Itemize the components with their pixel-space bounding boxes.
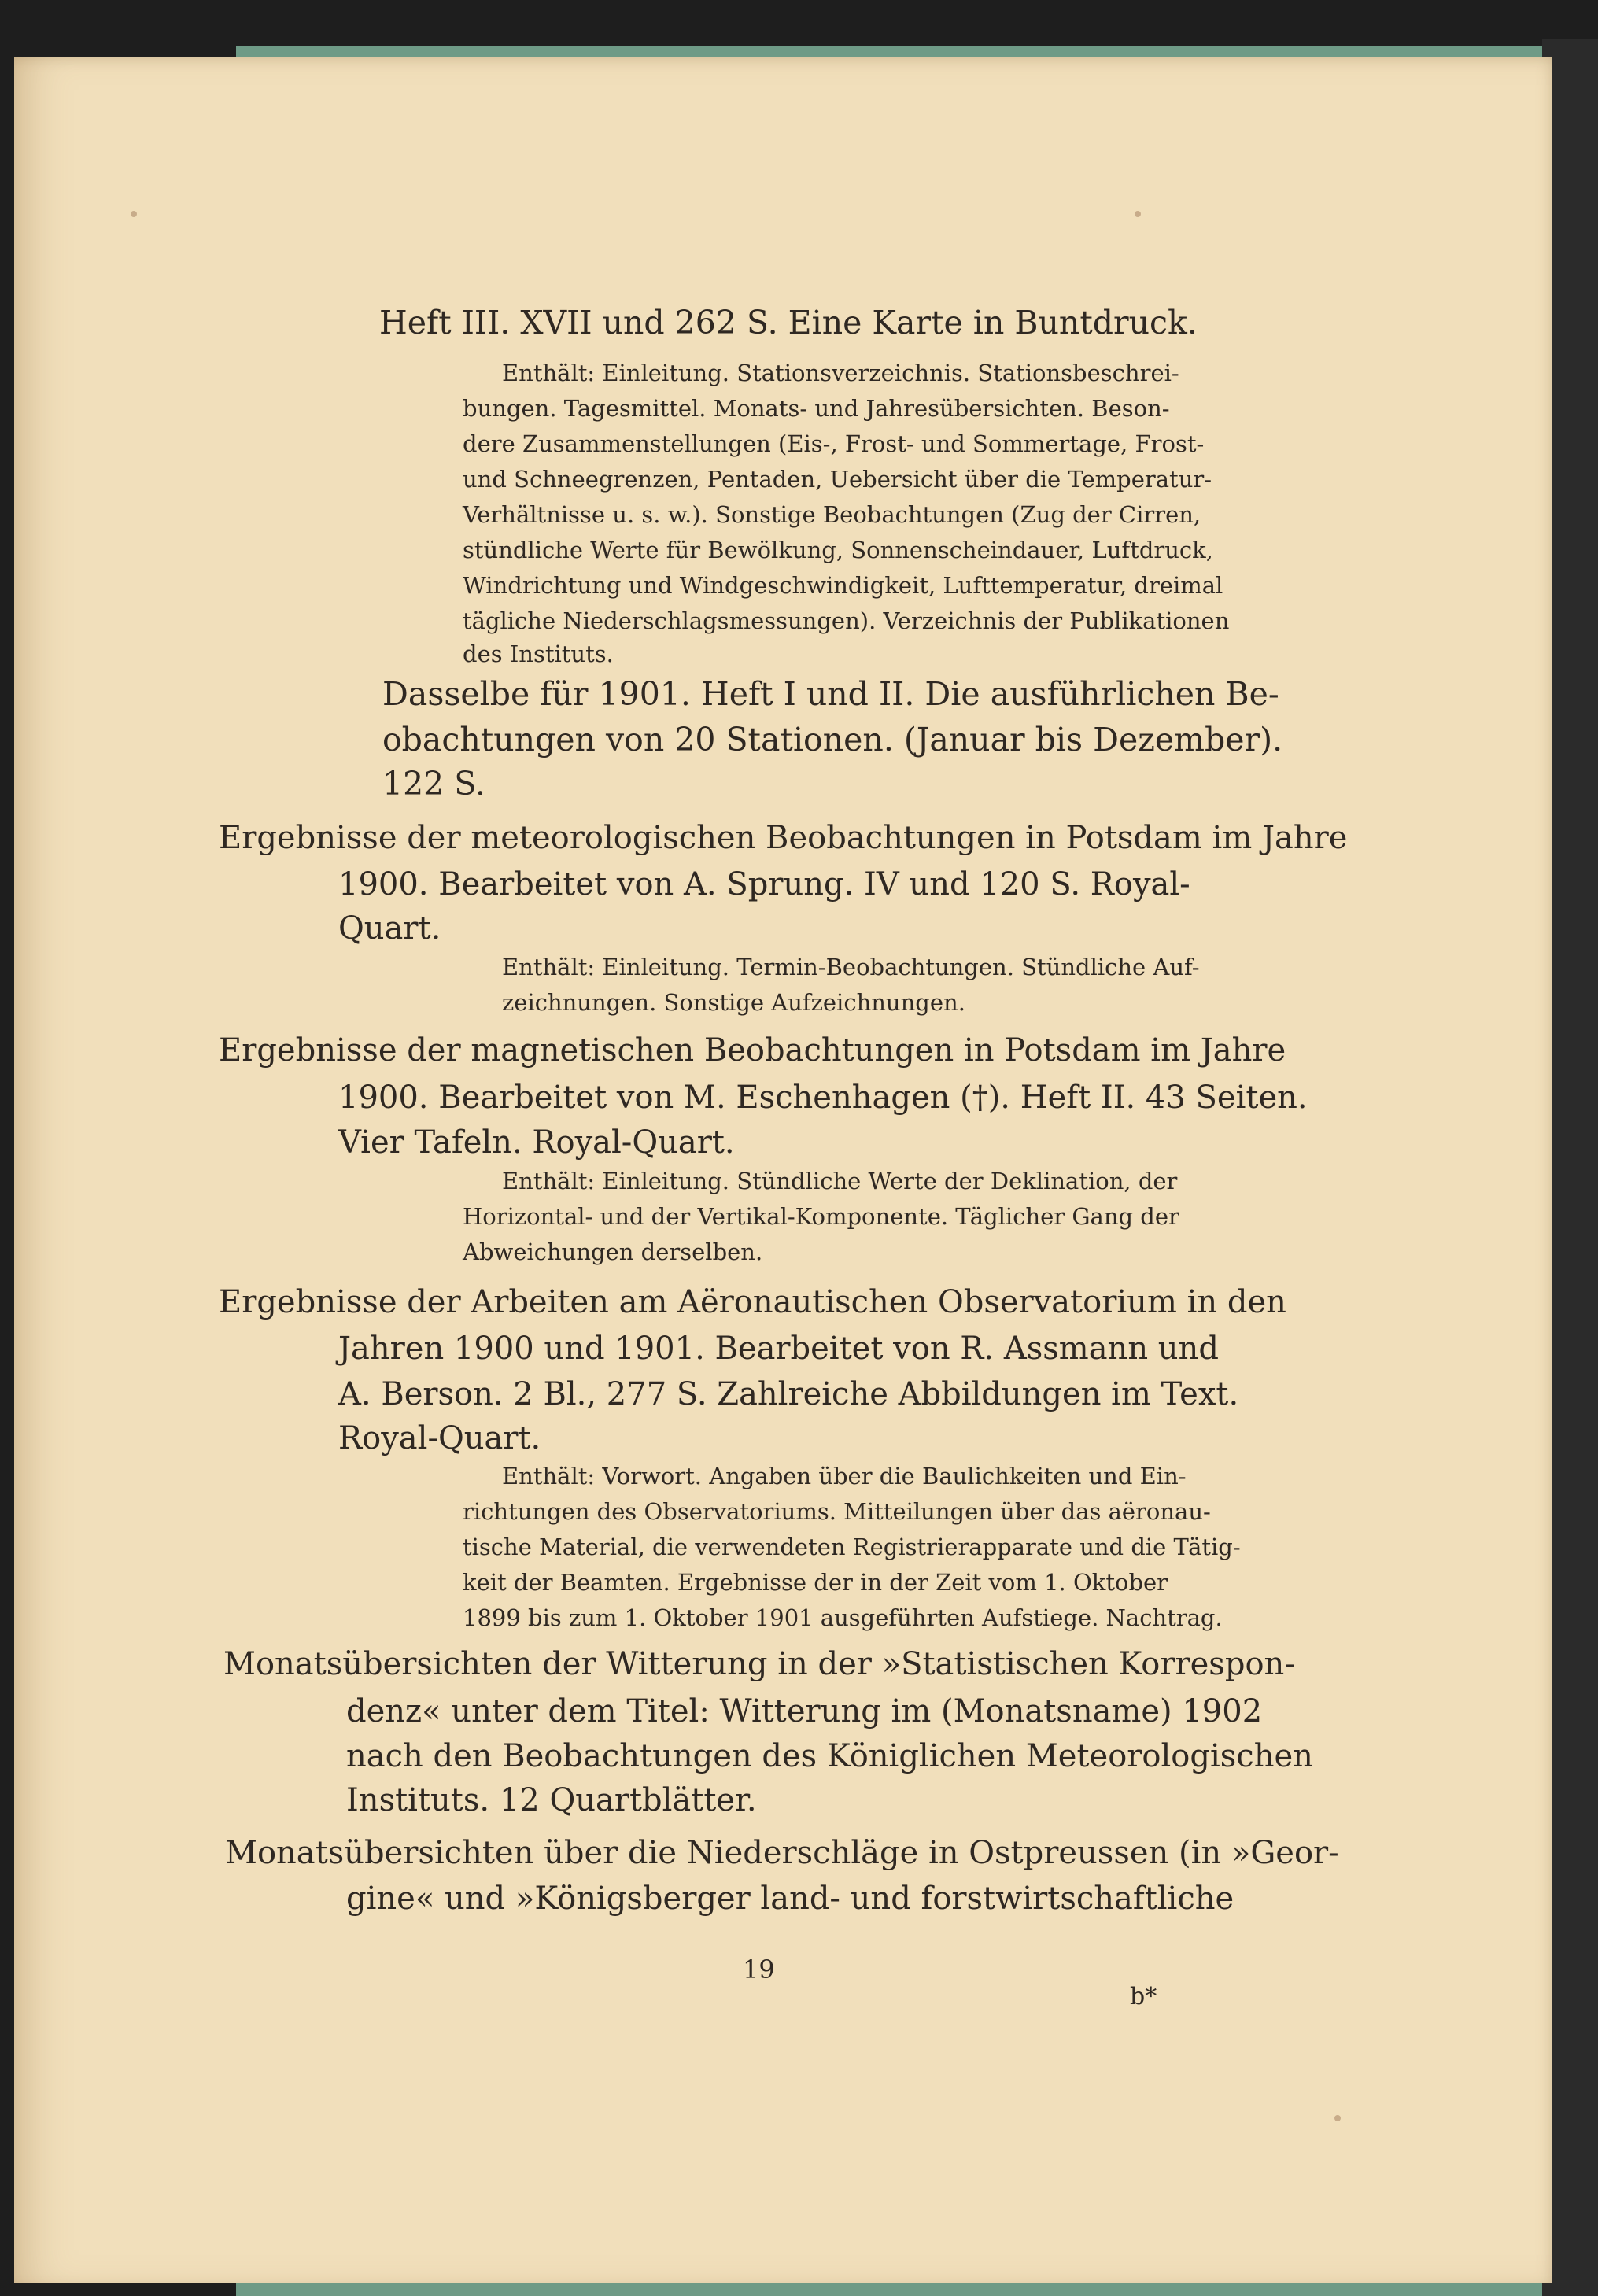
ergebnisse-mag-line: Ergebnisse der magnetischen Beobachtungen in Potsdam im Jahre <box>219 1032 1286 1069</box>
dasselbe-line: 122 S. <box>382 765 485 803</box>
dasselbe-line: Dasselbe für 1901. Heft I und II. Die ausführlichen Be- <box>382 675 1279 713</box>
page-number: 19 <box>743 1955 775 1984</box>
ergebnisse-aero-contents-line: Enthält: Vorwort. Angaben über die Baulichkeiten und Ein- <box>502 1463 1187 1489</box>
monats-niederschlag-line: Monatsübersichten über die Niederschläge in Ostpreussen (in »Geor- <box>225 1835 1339 1871</box>
ergebnisse-aero-contents-line: keit der Beamten. Ergebnisse der in der Zeit vom 1. Oktober <box>463 1569 1168 1596</box>
heft3-contents-line: und Schneegrenzen, Pentaden, Uebersicht über die Temperatur- <box>463 466 1212 493</box>
ergebnisse-aero-line: Jahren 1900 und 1901. Bearbeitet von R. Assmann und <box>338 1331 1219 1367</box>
heft3-contents-line: tägliche Niederschlagsmessungen). Verzeichnis der Publikationen <box>463 607 1230 634</box>
monats-niederschlag-line: gine« und »Königsberger land- und forstwirtschaftliche <box>346 1881 1234 1917</box>
heft3-contents-line: Enthält: Einleitung. Stationsverzeichnis. Stationsbeschrei- <box>502 360 1179 386</box>
ergebnisse-aero-contents-line: tische Material, die verwendeten Registrierapparate und die Tätig- <box>463 1534 1241 1560</box>
heft3-contents-line: Windrichtung und Windgeschwindigkeit, Lufttemperatur, dreimal <box>463 572 1223 599</box>
ergebnisse-mag-contents-line: Horizontal- und der Vertikal-Komponente. Täglicher Gang der <box>463 1203 1179 1230</box>
ergebnisse-mag-contents-line: Abweichungen derselben. <box>463 1238 763 1265</box>
paper-speck <box>1135 211 1141 217</box>
ergebnisse-mag-contents-line: Enthält: Einleitung. Stündliche Werte der Deklination, der <box>502 1168 1178 1194</box>
ergebnisse-aero-line: A. Berson. 2 Bl., 277 S. Zahlreiche Abbildungen im Text. <box>338 1376 1239 1412</box>
paper-speck <box>1334 2115 1341 2121</box>
dasselbe-line: obachtungen von 20 Stationen. (Januar bis Dezember). <box>382 721 1283 759</box>
ergebnisse-met-line: Quart. <box>338 910 441 947</box>
heft3-contents-line: des Instituts. <box>463 640 614 667</box>
ergebnisse-mag-line: 1900. Bearbeitet von M. Eschenhagen (†). Heft II. 43 Seiten. <box>338 1080 1308 1116</box>
ergebnisse-aero-contents-line: 1899 bis zum 1. Oktober 1901 ausgeführten Aufstiege. Nachtrag. <box>463 1604 1223 1631</box>
signature-mark: b* <box>1130 1983 1157 2010</box>
monats-witterung-line: nach den Beobachtungen des Königlichen Meteorologischen <box>346 1738 1313 1774</box>
ergebnisse-met-contents-line: Enthält: Einleitung. Termin-Beobachtungen. Stündliche Auf- <box>502 954 1200 980</box>
monats-witterung-line: Instituts. 12 Quartblätter. <box>346 1782 757 1818</box>
monats-witterung-line: Monatsübersichten der Witterung in der »Statistischen Korrespon- <box>223 1646 1295 1682</box>
monats-witterung-line: denz« unter dem Titel: Witterung im (Monatsname) 1902 <box>346 1693 1263 1729</box>
heft3-contents-line: bungen. Tagesmittel. Monats- und Jahresübersichten. Beson- <box>463 395 1170 422</box>
ergebnisse-met-line: 1900. Bearbeitet von A. Sprung. IV und 120 S. Royal- <box>338 866 1190 903</box>
ergebnisse-met-contents-line: zeichnungen. Sonstige Aufzeichnungen. <box>502 989 965 1016</box>
heft3-contents-line: stündliche Werte für Bewölkung, Sonnenscheindauer, Luftdruck, <box>463 537 1213 563</box>
heft3-contents-line: dere Zusammenstellungen (Eis-, Frost- und Sommertage, Frost- <box>463 430 1205 457</box>
ergebnisse-aero-line: Ergebnisse der Arbeiten am Aëronautischen Observatorium in den <box>219 1284 1286 1320</box>
ergebnisse-met-line: Ergebnisse der meteorologischen Beobachtungen in Potsdam im Jahre <box>219 820 1348 856</box>
heft3-heading: Heft III. XVII und 262 S. Eine Karte in Buntdruck. <box>379 304 1198 341</box>
ergebnisse-aero-contents-line: richtungen des Observatoriums. Mitteilungen über das aëronau- <box>463 1498 1211 1525</box>
ergebnisse-aero-line: Royal-Quart. <box>338 1420 541 1456</box>
ergebnisse-mag-line: Vier Tafeln. Royal-Quart. <box>338 1124 735 1161</box>
heft3-contents-line: Verhältnisse u. s. w.). Sonstige Beobachtungen (Zug der Cirren, <box>463 501 1201 528</box>
paper-speck <box>131 211 137 217</box>
